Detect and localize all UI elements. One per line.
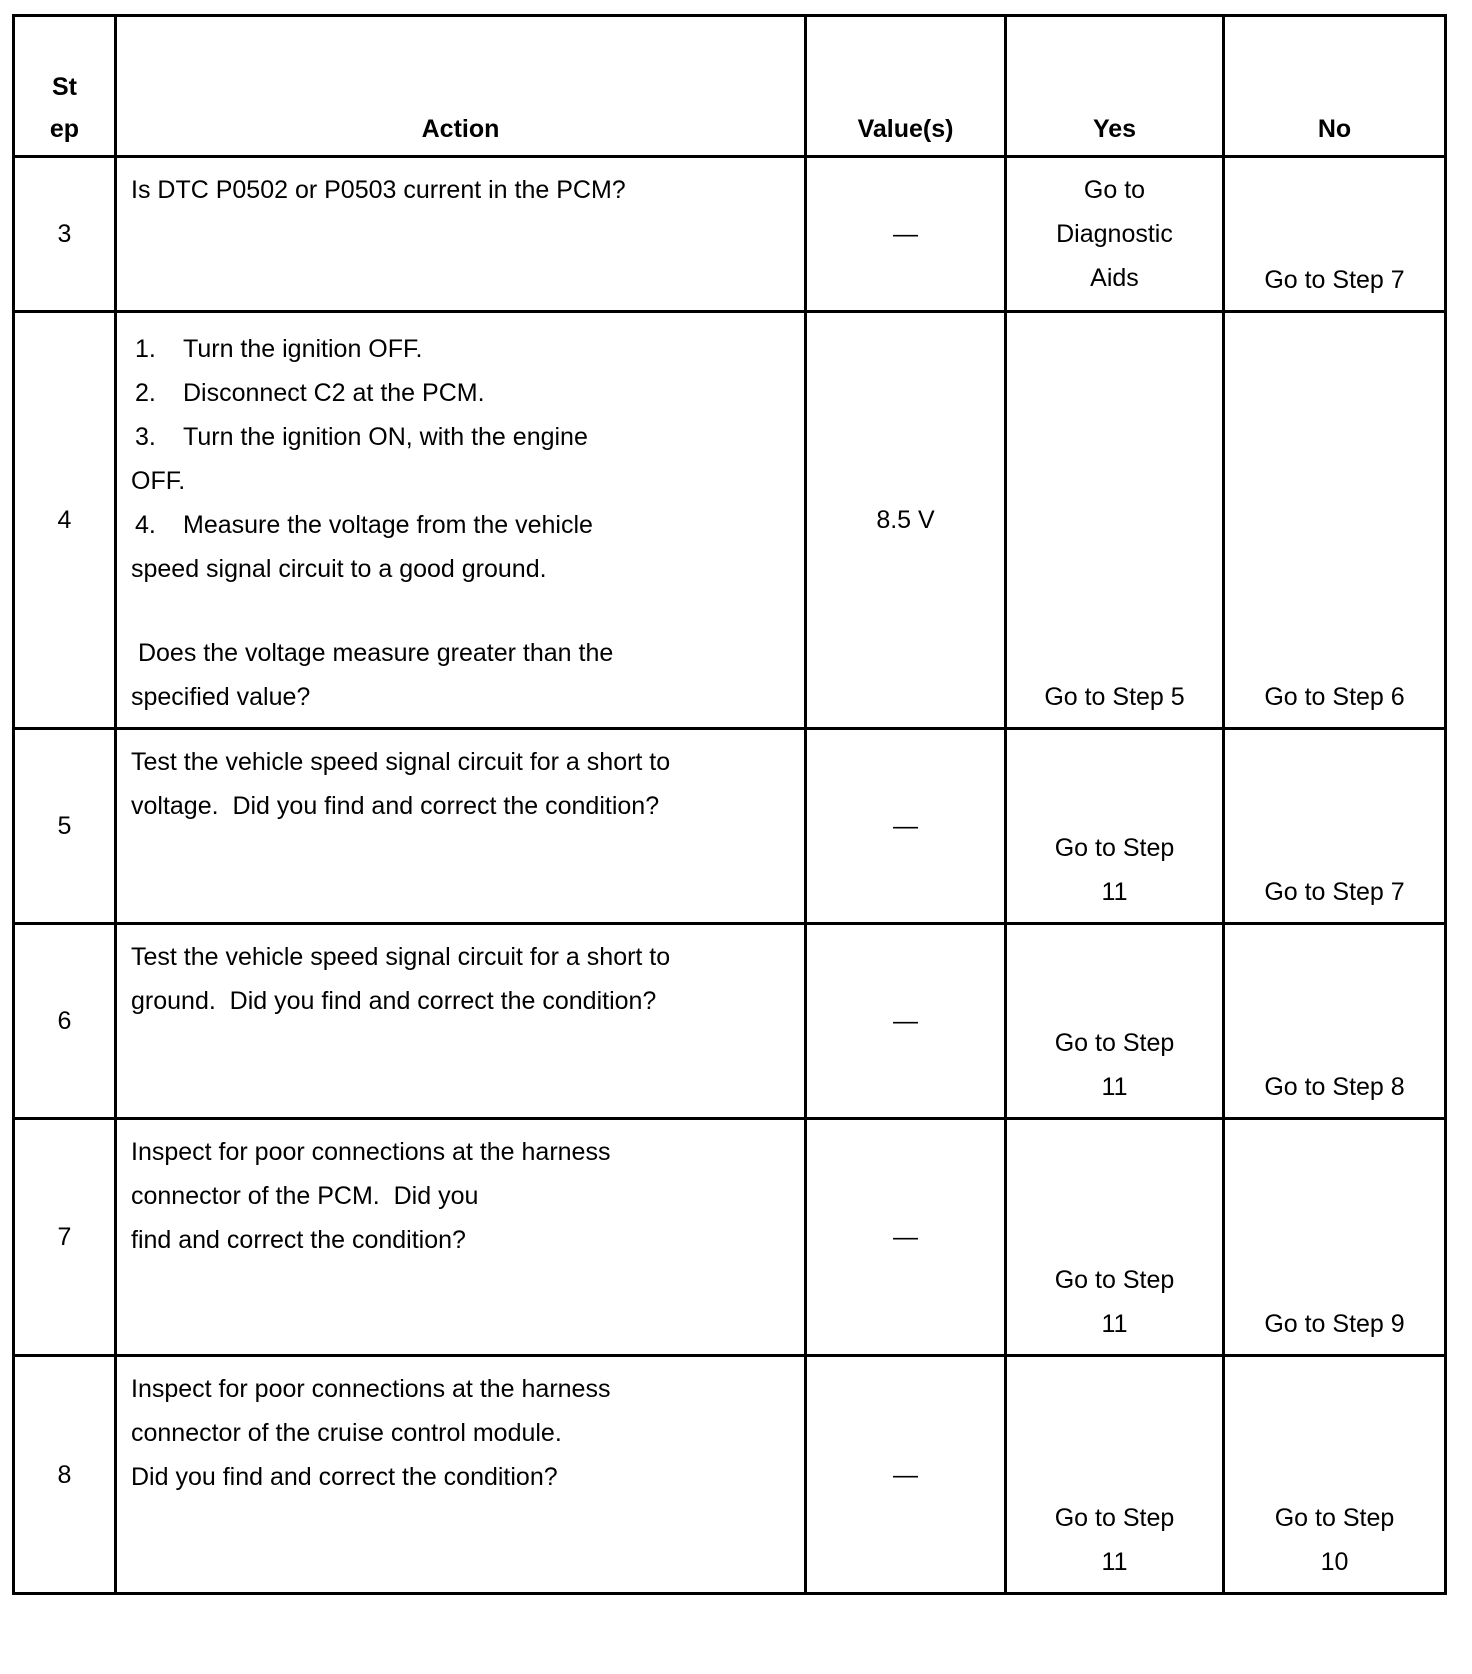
yes-text: 11 [1101, 1310, 1128, 1338]
yes-text: Go to Step [1054, 1029, 1175, 1057]
yes-cell [1006, 1119, 1224, 1356]
action-step-item: 1. Turn the ignition OFF. [135, 335, 423, 363]
no-cell [1224, 924, 1446, 1119]
no-cell [1224, 1119, 1446, 1356]
action-text: connector of the cruise control module. [131, 1419, 562, 1447]
yes-text: 11 [1101, 1548, 1128, 1576]
action-text: connector of the PCM. Did you [131, 1182, 479, 1210]
no-cell [1224, 157, 1446, 312]
action-cell [116, 729, 806, 924]
yes-cell [1006, 312, 1224, 729]
yes-text: Go to Step [1054, 1266, 1175, 1294]
action-cell [116, 924, 806, 1119]
action-text: ground. Did you find and correct the condition? [131, 987, 657, 1015]
action-cell [116, 1119, 806, 1356]
header-step-line2: ep [49, 115, 80, 143]
action-step-item: 4. Measure the voltage from the vehicle [135, 511, 593, 539]
action-cell [116, 312, 806, 729]
action-step-item: 2. Disconnect C2 at the PCM. [135, 379, 485, 407]
action-cell [116, 1356, 806, 1594]
yes-text: 11 [1101, 878, 1128, 906]
step-number: 5 [14, 729, 116, 924]
no-text: Go to Step 7 [1264, 878, 1405, 906]
yes-text: Aids [1090, 264, 1139, 292]
header-no: No [1224, 16, 1446, 157]
action-question: specified value? [131, 683, 311, 711]
no-cell [1224, 312, 1446, 729]
header-step-line1: St [52, 73, 77, 101]
action-question: Does the voltage measure greater than the [131, 639, 614, 667]
header-row [14, 16, 1446, 157]
no-cell [1224, 729, 1446, 924]
step-number: 6 [14, 924, 116, 1119]
no-text: Go to Step 6 [1264, 683, 1405, 711]
yes-cell [1006, 729, 1224, 924]
header-yes: Yes [1006, 16, 1224, 157]
table-row [14, 157, 1446, 312]
yes-cell [1006, 157, 1224, 312]
action-text: Inspect for poor connections at the harness [131, 1375, 611, 1403]
value-cell: — [806, 1356, 1006, 1594]
value-cell: 8.5 V [806, 312, 1006, 729]
yes-text: 11 [1101, 1073, 1128, 1101]
table-row [14, 729, 1446, 924]
yes-text: Go to Step [1054, 834, 1175, 862]
action-text: Inspect for poor connections at the harness [131, 1138, 611, 1166]
action-text: Test the vehicle speed signal circuit for a short to [131, 943, 671, 971]
no-text: 10 [1320, 1548, 1349, 1576]
header-action: Action [116, 16, 806, 157]
action-cell [116, 157, 806, 312]
yes-text: Go to Step 5 [1044, 683, 1185, 711]
header-values: Value(s) [806, 16, 1006, 157]
value-cell: — [806, 924, 1006, 1119]
yes-text: Go to [1083, 176, 1146, 204]
action-text: Test the vehicle speed signal circuit for a short to [131, 748, 671, 776]
yes-cell [1006, 924, 1224, 1119]
action-step-item: 3. Turn the ignition ON, with the engine [135, 423, 588, 451]
value-cell: — [806, 729, 1006, 924]
yes-text: Diagnostic [1056, 220, 1173, 248]
step-number: 4 [14, 312, 116, 729]
action-text: Did you find and correct the condition? [131, 1463, 558, 1491]
yes-text: Go to Step [1054, 1504, 1175, 1532]
step-number: 7 [14, 1119, 116, 1356]
action-text: Is DTC P0502 or P0503 current in the PCM? [131, 176, 626, 204]
step-number: 8 [14, 1356, 116, 1594]
step-number: 3 [14, 157, 116, 312]
action-text: voltage. Did you find and correct the condition? [131, 792, 660, 820]
value-cell: — [806, 1119, 1006, 1356]
no-text: Go to Step [1274, 1504, 1395, 1532]
value-cell: — [806, 157, 1006, 312]
no-text: Go to Step 7 [1264, 266, 1405, 294]
action-continuation: OFF. [131, 467, 186, 495]
action-text: find and correct the condition? [131, 1226, 466, 1254]
table-row [14, 1356, 1446, 1594]
table-row [14, 924, 1446, 1119]
action-continuation: speed signal circuit to a good ground. [131, 555, 547, 583]
diagnostic-table [12, 14, 1447, 1595]
no-text: Go to Step 8 [1264, 1073, 1405, 1101]
table-row [14, 312, 1446, 729]
header-step [14, 16, 116, 157]
no-cell [1224, 1356, 1446, 1594]
no-text: Go to Step 9 [1264, 1310, 1405, 1338]
yes-cell [1006, 1356, 1224, 1594]
table-row [14, 1119, 1446, 1356]
